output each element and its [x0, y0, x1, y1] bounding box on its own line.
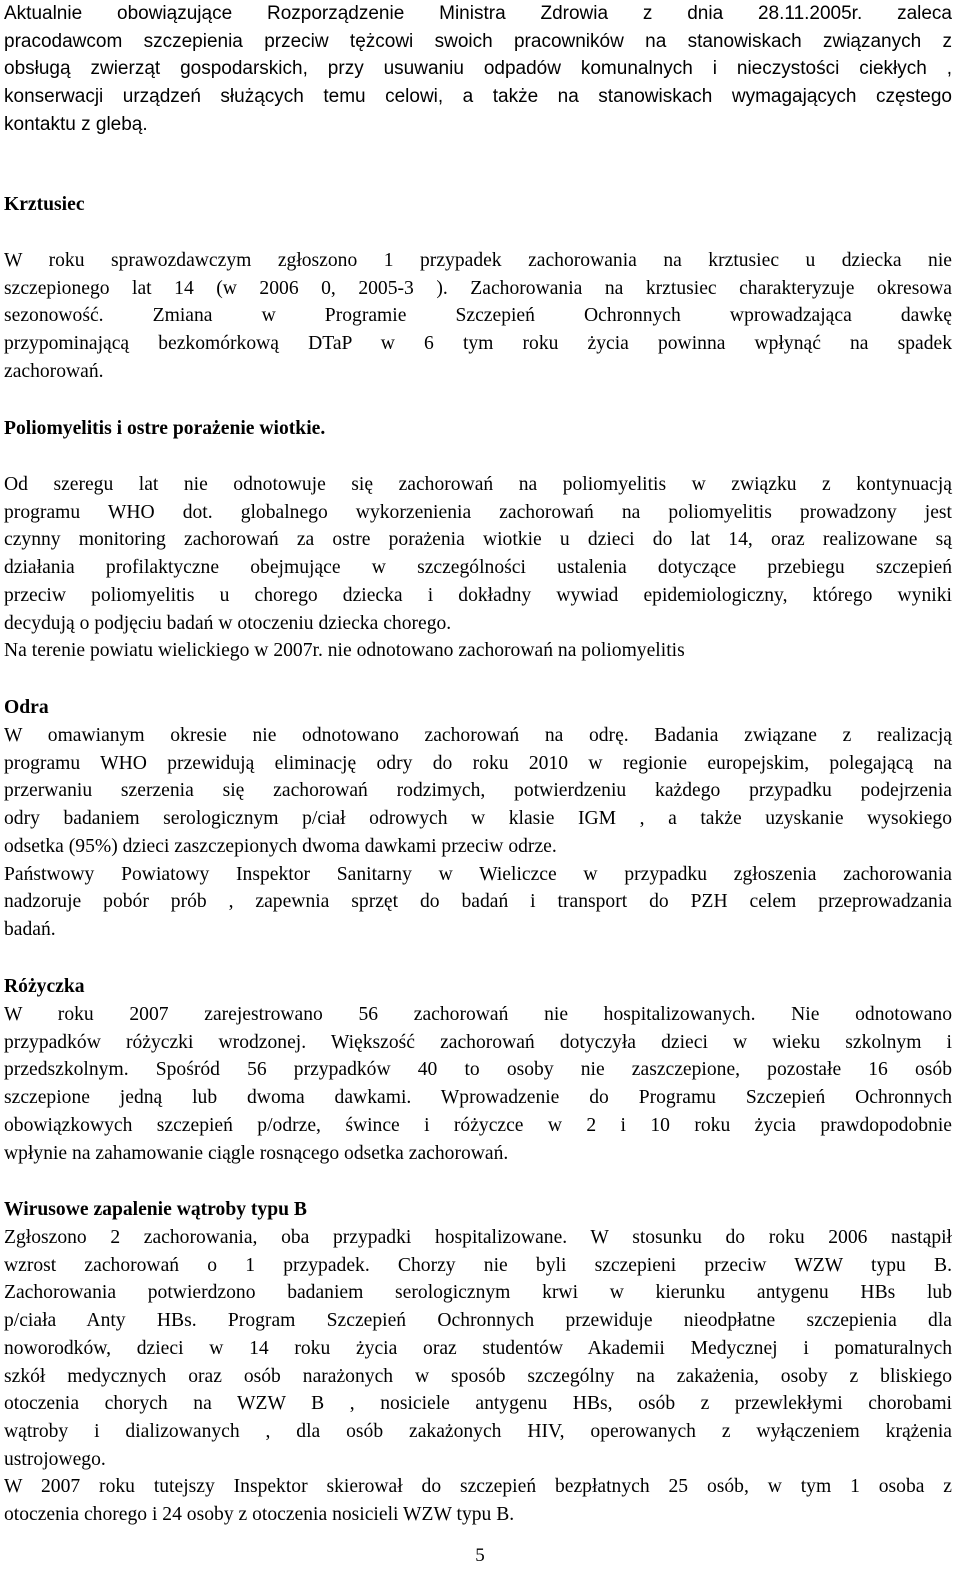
section-heading-krztusiec: Krztusiec [4, 194, 85, 215]
polio-paragraph [4, 471, 952, 665]
text-line: obsługą zwierząt gospodarskich, przy usuwaniu odpadów komunalnych i nieczystości ciekłych , [4, 58, 952, 80]
text-line: czynny monitoring zachorowań za ostre porażenia wiotkie u dzieci do lat 14, oraz realizowane są [4, 529, 952, 551]
text-line: W roku sprawozdawczym zgłoszono 1 przypadek zachorowania na krztusiec u dziecka nie [4, 250, 952, 271]
text-line: pracodawcom szczepienia przeciw tężcowi swoich pracowników na stanowiskach związanych z [4, 30, 952, 52]
text-line: Państwowy Powiatowy Inspektor Sanitarny w Wieliczce w przypadku zgłoszenia zachorowania [4, 863, 952, 885]
section-heading-polio: Poliomyelitis i ostre porażenie wiotkie. [4, 418, 326, 439]
text-line: p/ciała Anty HBs. Program Szczepień Ochronnych przewiduje nieodpłatne szczepienia dla [4, 1310, 952, 1332]
text-line: obowiązkowych szczepień p/odrze, śwince i różyczce w 2 i 10 roku życia prawdopodobnie [4, 1114, 952, 1136]
text-line: sezonowość. Zmiana w Programie Szczepień Ochronnych wprowadzająca dawkę [4, 305, 952, 327]
text-line: odry badaniem serologicznym p/ciał odrowych w klasie IGM , a także uzyskanie wysokiego [4, 808, 952, 830]
text-line: nadzoruje pobór prób , zapewnia sprzęt do badań i transport do PZH celem przeprowadzania [4, 891, 952, 913]
page-number: 5 [475, 1545, 485, 1566]
text-line: otoczenia chorych na WZW B , nosiciele antygenu HBs, osób z przewlekłymi chorobami [4, 1393, 952, 1415]
text-line: ustrojowego. [4, 1448, 106, 1470]
odra-paragraph [4, 722, 952, 944]
text-line: przypadków różyczki wrodzonej. Większość zachorowań dotyczyła dzieci w wieku szkolnym i [4, 1031, 952, 1053]
text-line: programu WHO przewidują eliminację odry do roku 2010 w regionie europejskim, polegającą na [4, 752, 952, 774]
text-line: otoczenia chorego i 24 osoby z otoczenia nosicieli WZW typu B. [4, 1504, 515, 1526]
text-line: przypominającą bezkomórkową DTaP w 6 tym roku życia powinna wpłynąć na spadek [4, 333, 952, 355]
text-line: wzrost zachorowań o 1 przypadek. Chorzy nie byli szczepieni przeciw WZW typu B. [4, 1254, 952, 1276]
text-line: Zgłoszono 2 zachorowania, oba przypadki hospitalizowane. W stosunku do roku 2006 nastąpił [4, 1227, 952, 1248]
text-line: wpłynie na zahamowanie ciągle rosnącego odsetka zachorowań. [4, 1142, 509, 1164]
text-line: decydują o podjęciu badań w otoczeniu dziecka chorego. [4, 612, 452, 634]
text-line: konserwacji urządzeń służących temu celowi, a także na stanowiskach wymagających częstego [4, 86, 952, 108]
text-line: przedszkolnym. Spośród 56 przypadków 40 to osoby nie zaszczepione, pozostałe 16 osób [4, 1059, 952, 1081]
text-line: W 2007 roku tutejszy Inspektor skierował do szczepień bezpłatnych 25 osób, w tym 1 osoba z [4, 1476, 952, 1498]
wzw-paragraph [4, 1224, 952, 1529]
text-line: przeciw poliomyelitis u chorego dziecka i dokładny wywiad epidemiologiczny, którego wyniki [4, 584, 952, 606]
text-line: szczepione jedną lub dwoma dawkami. Wprowadzenie do Programu Szczepień Ochronnych [4, 1087, 952, 1109]
section-heading-rozyczka: Różyczka [4, 976, 85, 997]
text-line: szczepionego lat 14 (w 2006 0, 2005-3 ). Zachorowania na krztusiec charakteryzuje okresowa [4, 277, 952, 299]
text-line: badań. [4, 918, 56, 940]
text-line: wątroby i dializowanych , dla osób zakażonych HIV, operowanych z wyłączeniem krążenia [4, 1420, 952, 1442]
text-line: Od szeregu lat nie odnotowuje się zachorowań na poliomyelitis w związku z kontynuacją [4, 474, 952, 495]
text-line: Zachorowania potwierdzono badaniem serologicznym krwi w kierunku antygenu HBs lub [4, 1282, 952, 1304]
intro-paragraph [4, 0, 952, 139]
text-line: zachorowań. [4, 360, 104, 382]
krztusiec-paragraph [4, 247, 952, 386]
section-heading-wzw: Wirusowe zapalenie wątroby typu B [4, 1199, 307, 1220]
rozyczka-paragraph [4, 1001, 952, 1167]
text-line: działania profilaktyczne obejmujące w szczególności ustalenia dotyczące przebiegu szczepień [4, 557, 952, 579]
text-line: W roku 2007 zarejestrowano 56 zachorowań nie hospitalizowanych. Nie odnotowano [4, 1004, 952, 1025]
text-line: przerwaniu szerzenia się zachorowań rodzimych, potwierdzeniu każdego przypadku podejrzenia [4, 780, 952, 802]
text-line: odsetka (95%) dzieci zaszczepionych dwoma dawkami przeciw odrze. [4, 835, 557, 857]
text-line: programu WHO dot. globalnego wykorzenienia zachorowań na poliomyelitis prowadzony jest [4, 501, 952, 523]
text-line: kontaktu z glebą. [4, 113, 148, 135]
text-line: szkół medycznych oraz osób narażonych w sposób szczególny na zakażenia, osoby z bliskiego [4, 1365, 952, 1387]
text-line: W omawianym okresie nie odnotowano zachorowań na odrę. Badania związane z realizacją [4, 725, 952, 746]
polio-note: Na terenie powiatu wielickiego w 2007r. nie odnotowano zachorowań na poliomyelitis [4, 640, 685, 662]
text-line: noworodków, dzieci w 14 roku życia oraz studentów Akademii Medycznej i pomaturalnych [4, 1337, 952, 1359]
text-line: Aktualnie obowiązujące Rozporządzenie Ministra Zdrowia z dnia 28.11.2005r. zaleca [4, 3, 952, 24]
section-heading-odra: Odra [4, 697, 49, 718]
